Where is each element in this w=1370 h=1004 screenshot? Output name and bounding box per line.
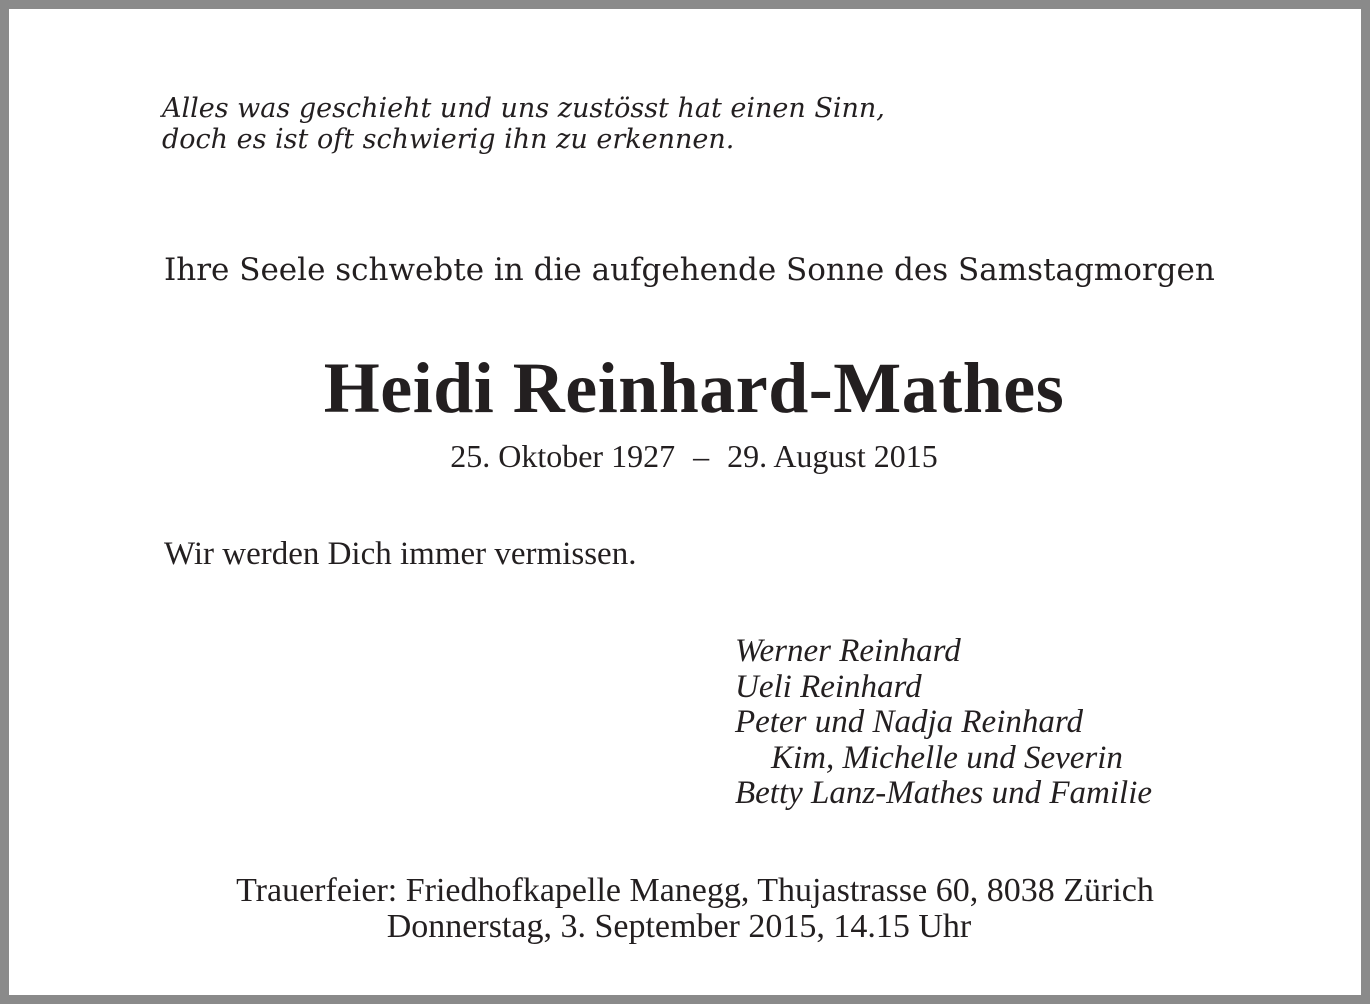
- motto-line-1: Alles was geschieht und uns zustösst hat einen Sinn,: [162, 93, 885, 124]
- mourner-name: Werner Reinhard: [735, 633, 961, 669]
- motto-quote: [162, 93, 885, 155]
- service-datetime: Donnerstag, 3. September 2015, 14.15 Uhr: [386, 908, 972, 945]
- date-separator: –: [693, 438, 710, 474]
- mourner-name: Peter und Nadja Reinhard: [735, 704, 1083, 740]
- life-dates: [9, 438, 1370, 475]
- intro-text: Ihre Seele schwebte in die aufgehende Sonne des Samstagmorgen: [164, 252, 1215, 288]
- death-date: 29. August 2015: [727, 438, 938, 474]
- deceased-name: Heidi Reinhard-Mathes: [323, 348, 1065, 428]
- birth-date: 25. Oktober 1927: [450, 438, 676, 474]
- closing-text: Wir werden Dich immer vermissen.: [164, 536, 637, 572]
- mourner-name: Betty Lanz-Mathes und Familie: [735, 775, 1153, 811]
- mourner-name-children: Kim, Michelle und Severin: [771, 739, 1123, 776]
- motto-line-2: doch es ist oft schwierig ihn zu erkennen.: [162, 124, 735, 155]
- mourner-name: Ueli Reinhard: [735, 668, 922, 705]
- funeral-service-info: [9, 873, 1370, 945]
- service-location: Trauerfeier: Friedhofkapelle Manegg, Thujastrasse 60, 8038 Zürich: [236, 872, 1154, 909]
- mourners-list: [735, 634, 1152, 812]
